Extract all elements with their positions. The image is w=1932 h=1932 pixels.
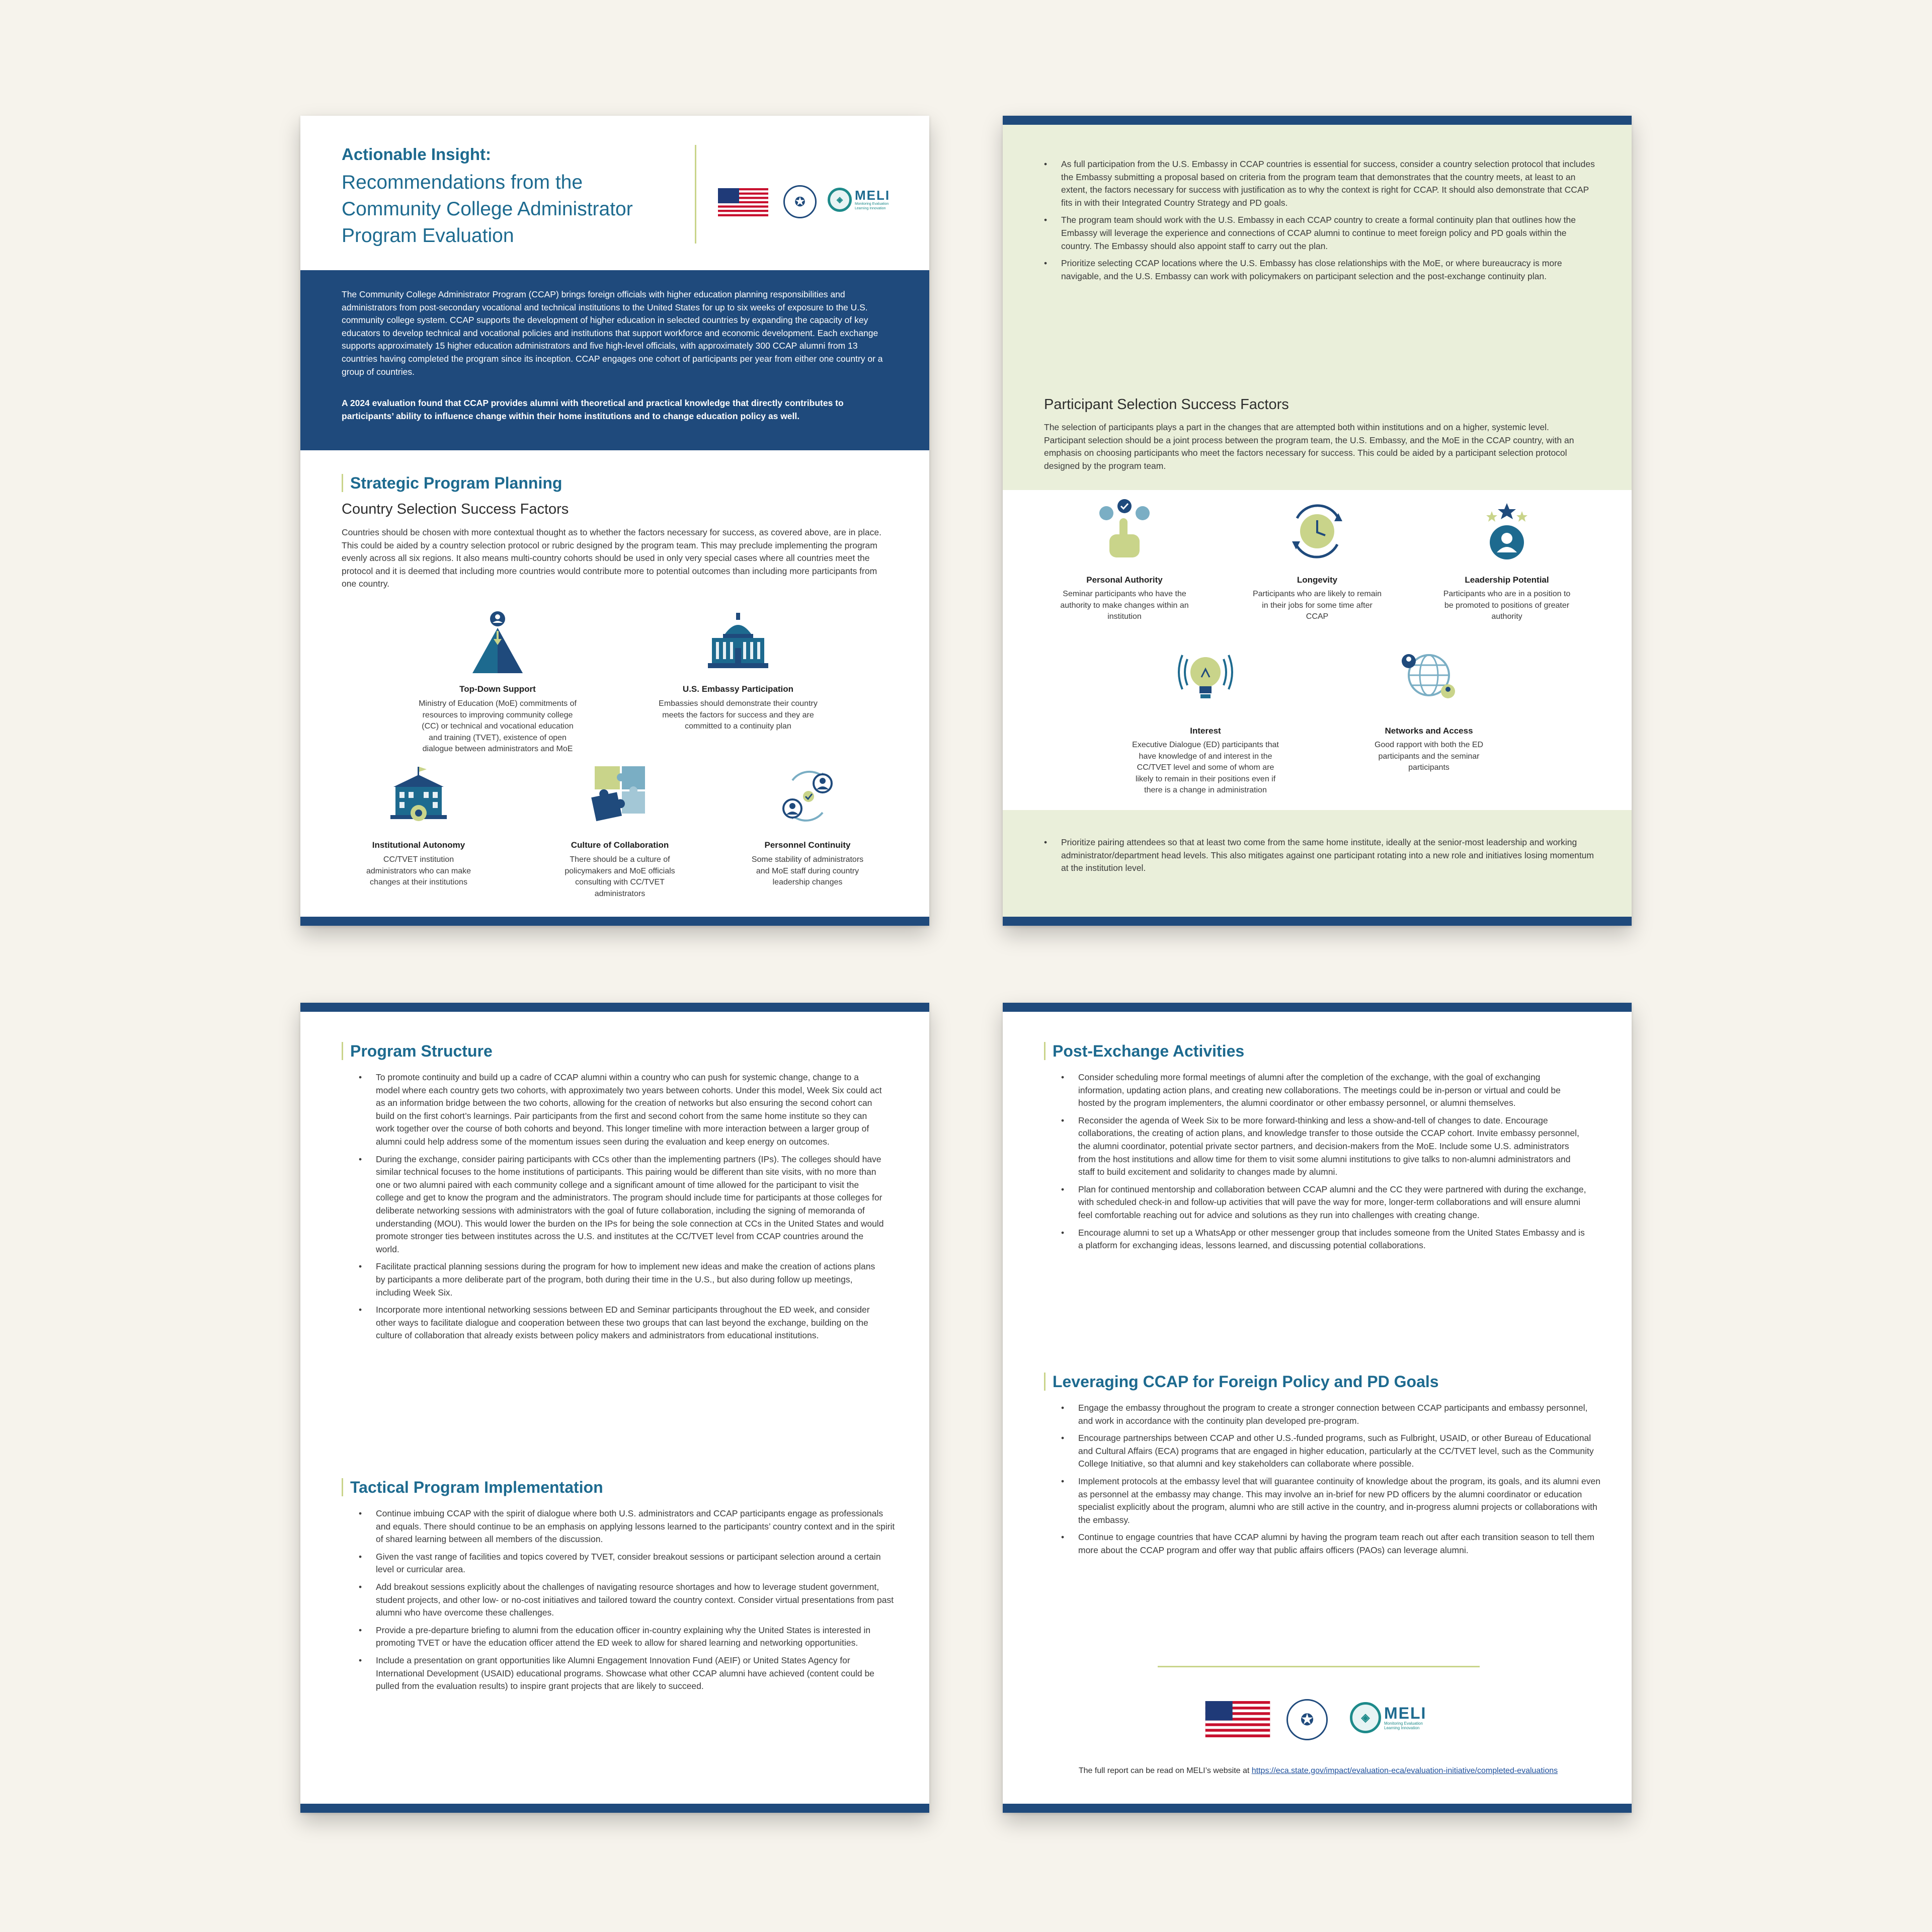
factor-title-institutional-autonomy: Institutional Autonomy bbox=[372, 840, 465, 850]
page-3 bbox=[300, 1003, 929, 1813]
list-item: • The program team should work with the U.S. Embassy in each CCAP country to create a formal continuity plan that outlines how the Embassy will leverage the experience and connections of CCAP alumni to continue to meet foreign policy and PD goals within the country. The Embassy should also appoint staff to carry out the plan. bbox=[1061, 214, 1599, 253]
page-2 bbox=[1003, 116, 1632, 926]
section-heading-leveraging-ccap: Leveraging CCAP for Foreign Policy and PD Goals bbox=[1044, 1373, 1439, 1391]
factor-title-embassy-participation: U.S. Embassy Participation bbox=[682, 684, 794, 694]
country-selection-paragraph: Countries should be chosen with more contextual thought as to whether the factors necessary for success, as covered above, are in place. This could be aided by a country selection protocol or rubric designed by the program team. This may preclude implementing the program evenly across all six regions. It also means multi-country cohorts should be used in only very special cases where all countries meet the protocol and it is deemed that including more countries would contribute more to potential outcomes than including more participants from one country. bbox=[342, 527, 881, 589]
list-item: • To promote continuity and build up a cadre of CCAP alumni within a country who can push for systemic change, change to a model where each country gets two cohorts, with approximately two years between cohorts. Under this model, Week Six could act as an information bridge between the two cohorts, allowing for the creation of networks but also ensuring the second cohort can build on the first cohort’s learnings. Pair participants from the first and second cohort from the same home institute so they can work together over the course of both cohorts and beyond. This longer timeline with more interaction between a larger group of alumni could help address some of the momentum issues seen during the evaluation and keep energy on outcomes. bbox=[376, 1071, 884, 1149]
leveraging-ccap-list bbox=[1061, 1402, 1601, 1562]
page-top-bar bbox=[300, 1003, 929, 1012]
page-top-bar bbox=[1003, 1003, 1632, 1012]
page-bottom-bar bbox=[300, 1804, 929, 1813]
post-exchange-list bbox=[1061, 1071, 1586, 1257]
factor-desc-personal-authority: Seminar participants who have the authority to make changes within an institution bbox=[1060, 590, 1189, 621]
factor-title-leadership-potential: Leadership Potential bbox=[1465, 575, 1549, 585]
state-department-seal-icon: ✪ bbox=[783, 185, 817, 218]
us-flag-icon bbox=[718, 188, 768, 216]
meli-wordmark: MELI bbox=[855, 188, 891, 203]
factor-desc-longevity: Participants who are likely to remain in their jobs for some time after CCAP bbox=[1252, 590, 1382, 621]
subsection-heading-country-selection: Country Selection Success Factors bbox=[342, 501, 569, 517]
actionable-insight-label: Actionable Insight: bbox=[342, 145, 491, 164]
factor-title-networks-access: Networks and Access bbox=[1385, 726, 1473, 736]
list-item: • Prioritize pairing attendees so that at least two come from the same home institute, ideally at the senior-most leadership and working administrator/department head levels. This also mitigates against one participant rotating into a new role and initiatives losing momentum at the institution level. bbox=[1061, 836, 1599, 875]
pyramid-icon bbox=[462, 609, 533, 674]
factor-desc-personnel-continuity: Some stability of administrators and MoE staff during country leadership changes bbox=[751, 855, 864, 887]
factor-title-personnel-continuity: Personnel Continuity bbox=[764, 840, 851, 850]
institution-icon bbox=[383, 765, 454, 830]
page-bottom-bar bbox=[1003, 917, 1632, 926]
footer-note bbox=[1039, 1766, 1597, 1776]
list-item: • As full participation from the U.S. Embassy in CCAP countries is essential for success, consider a country selection protocol that includes the Embassy submitting a proposal based on criteria from the program team that demonstrates that the country meets, at least to an extent, the factors necessary for success with justification as to why the context is right for CCAP. It should also demonstrate that CCAP fits in with their Integrated Country Strategy and PD goals. bbox=[1061, 158, 1599, 209]
list-item: • Prioritize selecting CCAP locations where the U.S. Embassy has close relationships with the MoE, or where bureaucracy is more navigable, and the U.S. Embassy can work with policymakers on participant selection and the post-exchange continuity plan. bbox=[1061, 257, 1599, 283]
factor-title-top-down-support: Top-Down Support bbox=[459, 684, 536, 694]
page-header bbox=[300, 116, 929, 270]
us-flag-icon bbox=[1204, 1701, 1271, 1737]
factor-title-longevity: Longevity bbox=[1297, 575, 1338, 585]
meli-wordmark: MELI bbox=[1384, 1704, 1427, 1722]
page-4 bbox=[1003, 1003, 1632, 1813]
factor-desc-culture-collaboration: There should be a culture of policymakers and MoE officials consulting with CC/TVET administrators bbox=[565, 855, 675, 898]
list-item: • Consider scheduling more formal meetings of alumni after the completion of the exchange, with the goal of exchanging information, updating action plans, and creating new collaborations. The meetings could be in-person or virtual and could be hosted by the program implementers, the alumni coordinator or other embassy personnel, or alumni themselves. bbox=[1078, 1071, 1586, 1110]
factor-desc-embassy-participation: Embassies should demonstrate their country meets the factors for success and they are committed to a continuity plan bbox=[659, 699, 818, 731]
intro-band bbox=[300, 270, 929, 450]
meli-logo bbox=[828, 188, 890, 212]
factor-desc-leadership-potential: Participants who are in a position to be promoted to positions of greater authority bbox=[1443, 590, 1571, 621]
list-item: • Encourage partnerships between CCAP and other U.S.-funded programs, such as Fulbright, USAID, or other Bureau of Educational and Cultural Affairs (ECA) programs that are engaged in higher education, particularly at the CC/TVET level, such as the Community College Initiative, so that alumni and key stakeholders can collaborate where possible. bbox=[1078, 1432, 1601, 1471]
list-item: • Include a presentation on grant opportunities like Alumni Engagement Innovation Fund (AEIF) or United States Agency for International Development (USAID) educational programs. Showcase what other CCAP alumni have achieved (content could be pulled from the evaluation results) to inspire grant projects that are likely to succeed. bbox=[376, 1654, 899, 1693]
page-bottom-bar bbox=[1003, 1804, 1632, 1813]
header-divider bbox=[695, 145, 696, 244]
state-department-seal-icon: ✪ bbox=[1286, 1699, 1328, 1740]
factor-title-interest: Interest bbox=[1190, 726, 1221, 736]
meli-mark-icon: ◈ bbox=[828, 188, 852, 212]
section-heading-program-structure: Program Structure bbox=[342, 1042, 493, 1060]
meli-logo bbox=[1350, 1702, 1429, 1733]
star-person-icon bbox=[1472, 498, 1542, 564]
factor-desc-networks-access: Good rapport with both the ED participants and the seminar participants bbox=[1374, 741, 1484, 772]
meli-mark-icon: ◈ bbox=[1350, 1702, 1381, 1733]
page-bottom-bar bbox=[300, 917, 929, 926]
tactical-implementation-list bbox=[359, 1507, 899, 1698]
capitol-icon bbox=[703, 609, 773, 674]
list-item: • Given the vast range of facilities and topics covered by TVET, consider breakout sessions or participant selection around a certain level or curricular area. bbox=[376, 1551, 899, 1576]
footer-divider bbox=[1158, 1666, 1480, 1667]
pairing-recommendations-list bbox=[1044, 836, 1599, 879]
list-item: • During the exchange, consider pairing participants with CCs other than the implementing partners (IPs). The colleges should have similar technical focuses to the home institutions of participants. This pairing would be different than site visits, with no more than one or two alumni paired with each community college and a significant amount of time allowed for the participant to visit the college and get to know the program and the administrators. The program should include time for participants at those colleges for deliberate networking sessions with administrators with the goal of future collaboration, including the signing of memoranda of understanding (MOU). This would lower the burden on the IPs for being the sole connection at CCs in the United States and would promote stronger ties between institutes across the U.S. and institutes at the CC/TVET level from CCAP countries around the world. bbox=[376, 1153, 884, 1256]
factor-desc-interest: Executive Dialogue (ED) participants that have knowledge of and interest in the CC/TVET level and some of whom are likely to remain in their positions even if there is a change in administration bbox=[1132, 741, 1279, 794]
list-item: • Add breakout sessions explicitly about the challenges of navigating resource shortages and how to leverage student government, student projects, and other low- or no-cost initiatives and tailored toward the country context. Consider virtual presentations from past alumni who have overcome these challenges. bbox=[376, 1581, 899, 1620]
list-item: • Continue to engage countries that have CCAP alumni by having the program team reach out after each transition season to tell them more about the CCAP program and offer way that public affairs officers (PAOs) can leverage alumni. bbox=[1078, 1531, 1601, 1557]
meli-subtitle: Monitoring Evaluation Learning Innovation bbox=[855, 202, 889, 210]
clock-icon bbox=[1282, 498, 1352, 564]
intro-paragraph: The Community College Administrator Program (CCAP) brings foreign officials with higher education planning responsibilities and administrators from post-secondary vocational and technical institutions to the United States for up to six weeks of exposure to the U.S. community college system. CCAP supports the development of higher education in selected countries by expanding the capacity of key educators to develop technical and vocational policies and institutions that support workforce and economic development. Each exchange supports approximately 15 higher education administrators and five high-level officials, with approximately 300 CCAP alumni from 13 countries having completed the program since its inception. CCAP engages one cohort of participants per year from either one country or a group of countries. bbox=[342, 289, 883, 377]
embassy-recommendations-list bbox=[1044, 158, 1599, 287]
recommendations-band-bottom bbox=[1003, 810, 1632, 926]
meli-subtitle: Monitoring Evaluation Learning Innovation bbox=[1384, 1721, 1423, 1730]
factor-title-personal-authority: Personal Authority bbox=[1086, 575, 1163, 585]
list-item: • Continue imbuing CCAP with the spirit of dialogue where both U.S. administrators and CCAP participants engage as professionals and equals. There should continue to be an emphasis on applying lessons learned to the participants’ country context and in the spirit of shared learning between all members of the discussion. bbox=[376, 1507, 899, 1546]
footer-text: The full report can be read on MELI’s website at bbox=[1078, 1766, 1252, 1775]
list-item: • Plan for continued mentorship and collaboration between CCAP alumni and the CC they were partnered with during the exchange, with scheduled check-in and follow-up activities that will pave the way for more, longer-term collaborations and will ensure alumni feel comfortable reaching out for advice and solutions as they run into challenges with creating change. bbox=[1078, 1183, 1586, 1222]
section-heading-tactical-implementation: Tactical Program Implementation bbox=[342, 1478, 603, 1496]
list-item: • Incorporate more intentional networking sessions between ED and Seminar participants throughout the ED week, and consider other ways to facilitate dialogue and cooperation between these two groups that can last beyond the exchange, building on the culture of collaboration that already exists between policy makers and administrators from educational institutions. bbox=[376, 1304, 884, 1342]
subsection-heading-participant-selection: Participant Selection Success Factors bbox=[1044, 396, 1289, 413]
people-cycle-icon bbox=[772, 762, 843, 828]
list-item: • Engage the embassy throughout the program to create a stronger connection between CCAP participants and embassy personnel, and work in accordance with the continuity plan developed pre-program. bbox=[1078, 1402, 1601, 1427]
factor-desc-institutional-autonomy: CC/TVET institution administrators who can make changes at their institutions bbox=[366, 855, 471, 887]
hand-select-icon bbox=[1089, 498, 1160, 564]
document-title: Recommendations from the Community College Administrator Program Evaluation bbox=[342, 172, 633, 247]
list-item: • Facilitate practical planning sessions during the program for how to implement new ideas and make the creation of actions plans by participants a more deliberate part of the program, both during their time in the U.S., but also during follow up meetings, including Week Six. bbox=[376, 1260, 884, 1299]
list-item: • Provide a pre-departure briefing to alumni from the education officer in-country explaining why the United States is interested in promoting TVET or have the education officer attend the ED week to allow for shared learning and networking opportunities. bbox=[376, 1624, 899, 1650]
list-item: • Reconsider the agenda of Week Six to be more forward-thinking and less a show-and-tell of changes to date. Encourage collaborations, the creating of action plans, and knowledge transfer to those outside the CCAP cohort. Invite embassy personnel, the alumni coordinator, potential private sector partners, and decision-makers from the MoE. Include some U.S. administrators from the host institutions and allow time for them to visit some alumni institutions to give talks to non-alumni administrators and staff to build excitement and solidarity to changes made by alumni. bbox=[1078, 1114, 1586, 1179]
list-item: • Encourage alumni to set up a WhatsApp or other messenger group that includes someone from the United States Embassy and is a platform for exchanging ideas, lessons learned, and discussing potential collaborations. bbox=[1078, 1227, 1586, 1252]
lightbulb-icon bbox=[1170, 649, 1241, 714]
page-1 bbox=[300, 116, 929, 926]
section-heading-strategic-planning: Strategic Program Planning bbox=[342, 474, 562, 492]
page-top-bar bbox=[1003, 116, 1632, 125]
factor-desc-top-down-support: Ministry of Education (MoE) commitments of resources to improving community college (CC) or technical and vocational education and training (TVET), existence of open dialogue between administrators and MoE bbox=[419, 699, 577, 753]
participant-selection-paragraph: The selection of participants plays a part in the changes that are attempted both within institutions and on a higher, systemic level. Participant selection should be a joint process between the program team, the U.S. Embassy, and the MoE in the CCAP country, with an emphasis on choosing participants who meet the factors necessary for success. This could be aided by a participant selection protocol designed by the program team. bbox=[1044, 422, 1574, 471]
program-structure-list bbox=[359, 1071, 884, 1347]
globe-network-icon bbox=[1394, 649, 1464, 714]
puzzle-icon bbox=[585, 762, 655, 828]
full-report-link[interactable]: https://eca.state.gov/impact/evaluation-eca/evaluation-initiative/completed-evaluations bbox=[1251, 1766, 1558, 1775]
section-heading-post-exchange: Post-Exchange Activities bbox=[1044, 1042, 1244, 1060]
list-item: • Implement protocols at the embassy level that will guarantee continuity of knowledge about the program, its goals, and its alumni even as personnel at the embassy may change. This may involve an in-brief for new PD officers by the alumni coordinator or education specialist explicitly about the program, alumni who are still active in the country, and in-progress alumni projects or collaborations with the embassy. bbox=[1078, 1475, 1601, 1526]
factor-title-culture-collaboration: Culture of Collaboration bbox=[571, 840, 669, 850]
intro-key-finding: A 2024 evaluation found that CCAP provides alumni with theoretical and practical knowledge that directly contributes to participants’ ability to influence change within their home institutions and to change education policy as well. bbox=[342, 398, 844, 421]
